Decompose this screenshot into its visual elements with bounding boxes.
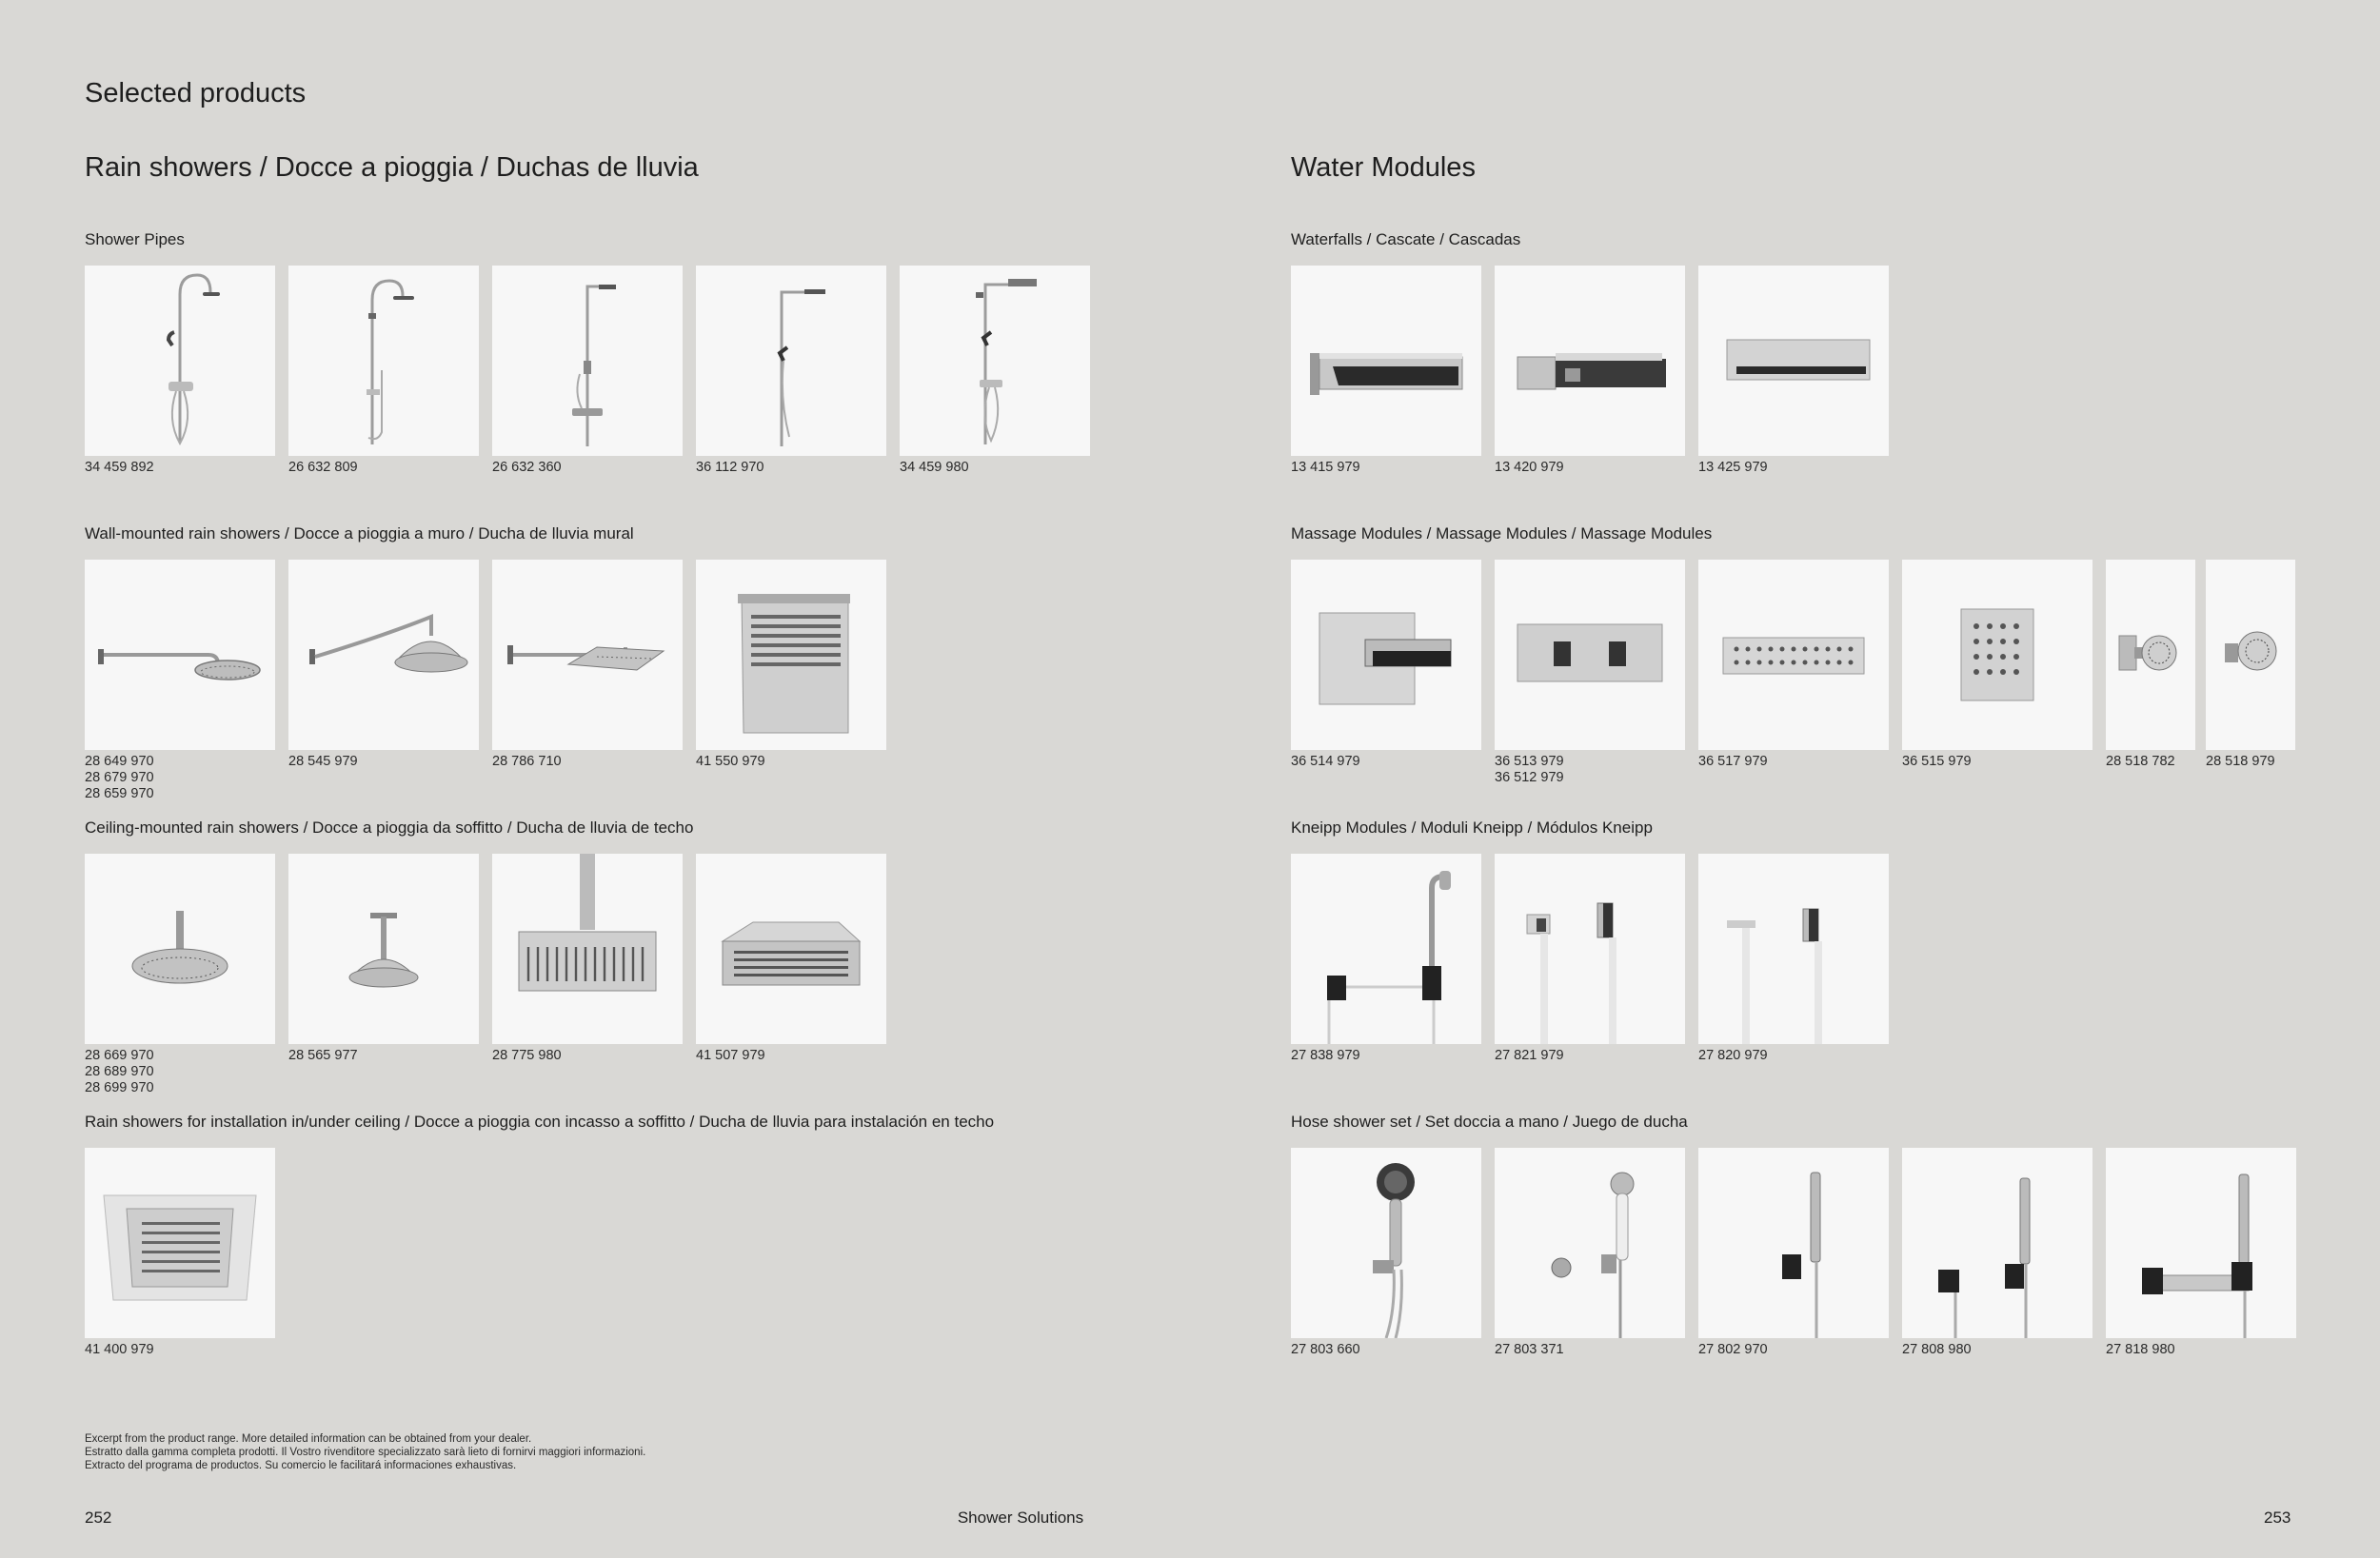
waterfall-spout-icon xyxy=(1495,266,1685,456)
product-code: 36 112 970 xyxy=(696,460,764,475)
product-code: 28 786 710 xyxy=(492,754,562,769)
hand-shower-stick-icon xyxy=(1902,1148,2092,1338)
massage-plate-icon xyxy=(1291,560,1481,750)
product-tile[interactable] xyxy=(696,266,886,456)
shower-pipe-arc-icon xyxy=(85,266,275,456)
footnote-line: Estratto dalla gamma completa prodotti. Il Vostro rivenditore specializzato sarà lieto di fornirvi maggiori informazioni. xyxy=(85,1447,646,1458)
product-tile[interactable] xyxy=(492,854,683,1044)
product-tile[interactable] xyxy=(1698,854,1889,1044)
product-code: 36 513 979 xyxy=(1495,754,1564,769)
product-tile[interactable] xyxy=(1902,1148,2092,1338)
product-code: 27 808 980 xyxy=(1902,1342,1972,1357)
section-label: Rain showers for installation in/under ceiling / Docce a pioggia con incasso a soffitto / Ducha de lluvia para instalación en techo xyxy=(85,1113,995,1131)
product-tile[interactable] xyxy=(288,560,479,750)
product-tile[interactable] xyxy=(492,266,683,456)
product-code: 28 689 970 xyxy=(85,1064,154,1079)
product-code: 13 420 979 xyxy=(1495,460,1564,475)
product-tile[interactable] xyxy=(2106,560,2195,750)
section-label: Massage Modules / Massage Modules / Massage Modules xyxy=(1291,524,1713,542)
wall-round-shower-icon xyxy=(288,560,479,750)
product-tile[interactable] xyxy=(696,854,886,1044)
product-code: 41 400 979 xyxy=(85,1342,154,1357)
product-code: 36 517 979 xyxy=(1698,754,1768,769)
hand-shower-round-icon xyxy=(1495,1148,1685,1338)
product-tile[interactable] xyxy=(85,560,275,750)
product-tile[interactable] xyxy=(900,266,1090,456)
product-code: 27 802 970 xyxy=(1698,1342,1768,1357)
product-code: 28 545 979 xyxy=(288,754,358,769)
waterfall-spout-icon xyxy=(1291,266,1481,456)
product-code: 13 425 979 xyxy=(1698,460,1768,475)
product-code: 28 699 970 xyxy=(85,1080,154,1095)
section-label: Hose shower set / Set doccia a mano / Juego de ducha xyxy=(1291,1113,1688,1131)
massage-jets-bar-icon xyxy=(1698,560,1889,750)
product-tile[interactable] xyxy=(1291,266,1481,456)
hand-shower-round-icon xyxy=(1291,1148,1481,1338)
product-code: 27 803 660 xyxy=(1291,1342,1360,1357)
footnote xyxy=(85,1432,645,1472)
product-tile[interactable] xyxy=(288,266,479,456)
product-tile[interactable] xyxy=(288,854,479,1044)
product-tile[interactable] xyxy=(1698,560,1889,750)
product-code: 28 518 782 xyxy=(2106,754,2175,769)
section-label: Wall-mounted rain showers / Docce a pioggia a muro / Ducha de lluvia mural xyxy=(85,524,634,542)
left-page-number: 252 xyxy=(85,1509,112,1527)
product-code: 41 550 979 xyxy=(696,754,765,769)
product-tile[interactable] xyxy=(1495,266,1685,456)
product-code: 13 415 979 xyxy=(1291,460,1360,475)
product-tile[interactable] xyxy=(1698,266,1889,456)
page-title: Selected products xyxy=(85,78,307,108)
product-tile[interactable] xyxy=(1291,560,1481,750)
product-tile[interactable] xyxy=(1291,854,1481,1044)
product-code: 28 775 980 xyxy=(492,1048,562,1063)
product-code: 36 512 979 xyxy=(1495,770,1564,785)
section-label: Kneipp Modules / Moduli Kneipp / Módulos Kneipp xyxy=(1291,818,1653,837)
left-column-title: Rain showers / Docce a pioggia / Duchas de lluvia xyxy=(85,152,699,183)
section-label: Ceiling-mounted rain showers / Docce a pioggia da soffitto / Ducha de lluvia de techo xyxy=(85,818,694,837)
product-tile[interactable] xyxy=(2106,1148,2296,1338)
wall-panel-shower-icon xyxy=(696,560,886,750)
right-column-title: Water Modules xyxy=(1291,152,1476,183)
kneipp-hose-icon xyxy=(1495,854,1685,1044)
kneipp-hose-icon xyxy=(1291,854,1481,1044)
shower-pipe-square-icon xyxy=(900,266,1090,456)
product-code: 26 632 809 xyxy=(288,460,358,475)
product-code: 28 649 970 xyxy=(85,754,154,769)
kneipp-hose-icon xyxy=(1698,854,1889,1044)
product-tile[interactable] xyxy=(1495,854,1685,1044)
product-tile[interactable] xyxy=(1495,560,1685,750)
footnote-line: Excerpt from the product range. More detailed information can be obtained from your dealer. xyxy=(85,1433,532,1445)
product-code: 27 818 980 xyxy=(2106,1342,2175,1357)
product-code: 28 518 979 xyxy=(2206,754,2275,769)
hand-shower-stick-icon xyxy=(1698,1148,1889,1338)
product-tile[interactable] xyxy=(85,1148,275,1338)
product-tile[interactable] xyxy=(1291,1148,1481,1338)
hand-shower-stick-icon xyxy=(2106,1148,2296,1338)
product-code: 28 565 977 xyxy=(288,1048,358,1063)
product-code: 26 632 360 xyxy=(492,460,562,475)
product-code: 27 821 979 xyxy=(1495,1048,1564,1063)
product-code: 36 514 979 xyxy=(1291,754,1360,769)
product-tile[interactable] xyxy=(1495,1148,1685,1338)
wall-square-shower-icon xyxy=(492,560,683,750)
ceiling-round-shower-icon xyxy=(288,854,479,1044)
product-tile[interactable] xyxy=(1698,1148,1889,1338)
right-page-number: 253 xyxy=(2264,1509,2291,1527)
massage-jets-square-icon xyxy=(1902,560,2092,750)
body-jet-icon xyxy=(2106,560,2195,750)
product-code: 28 679 970 xyxy=(85,770,154,785)
product-tile[interactable] xyxy=(1902,560,2092,750)
ceiling-round-shower-icon xyxy=(85,854,275,1044)
product-code: 27 803 371 xyxy=(1495,1342,1564,1357)
waterfall-slot-icon xyxy=(1698,266,1889,456)
product-tile[interactable] xyxy=(85,854,275,1044)
product-code: 34 459 892 xyxy=(85,460,154,475)
recessed-shower-icon xyxy=(85,1148,275,1338)
wall-round-shower-icon xyxy=(85,560,275,750)
shower-pipe-square-icon xyxy=(696,266,886,456)
product-tile[interactable] xyxy=(2206,560,2295,750)
massage-plate-icon xyxy=(1495,560,1685,750)
product-code: 36 515 979 xyxy=(1902,754,1972,769)
product-code: 27 820 979 xyxy=(1698,1048,1768,1063)
product-tile[interactable] xyxy=(696,560,886,750)
footnote-line: Extracto del programa de productos. Su comercio le facilitará informaciones exhaustivas. xyxy=(85,1460,517,1471)
publication-title: Shower Solutions xyxy=(957,1509,1084,1527)
product-tile[interactable] xyxy=(492,560,683,750)
shower-pipe-square-icon xyxy=(492,266,683,456)
body-jet-icon xyxy=(2206,560,2295,750)
section-label: Waterfalls / Cascate / Cascadas xyxy=(1291,230,1521,248)
product-tile[interactable] xyxy=(85,266,275,456)
product-code: 28 659 970 xyxy=(85,786,154,801)
ceiling-square-shower-icon xyxy=(492,854,683,1044)
ceiling-flat-shower-icon xyxy=(696,854,886,1044)
shower-pipe-arc-icon xyxy=(288,266,479,456)
product-code: 28 669 970 xyxy=(85,1048,154,1063)
product-code: 34 459 980 xyxy=(900,460,969,475)
product-code: 27 838 979 xyxy=(1291,1048,1360,1063)
product-code: 41 507 979 xyxy=(696,1048,765,1063)
section-label: Shower Pipes xyxy=(85,230,185,248)
